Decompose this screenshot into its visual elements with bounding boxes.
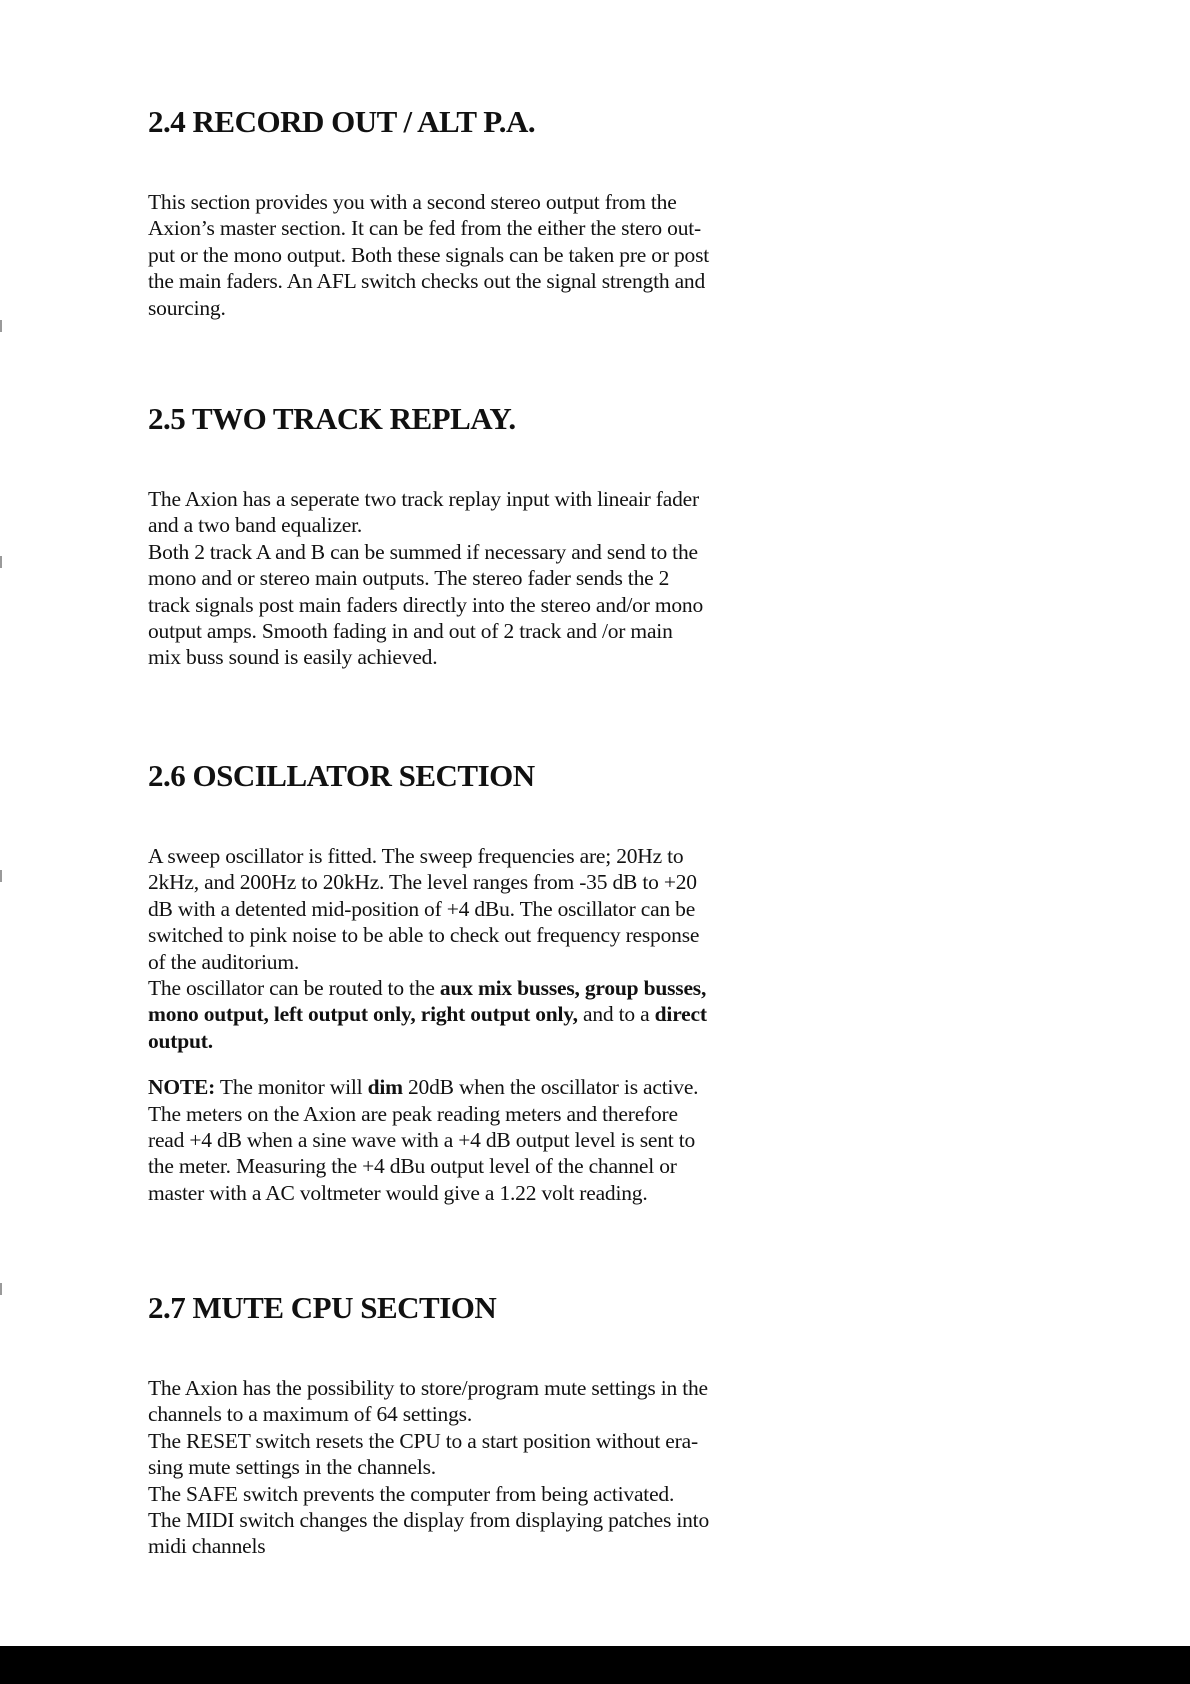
text-line — [148, 189, 798, 215]
text-line — [148, 1074, 798, 1100]
text-run: of the auditorium. — [148, 949, 300, 974]
text-line — [148, 843, 798, 869]
text-run: This section provides you with a second stereo output from the — [148, 190, 677, 214]
text-run: the main faders. An AFL switch checks out the signal strength and — [148, 269, 706, 294]
text-run: midi channels — [148, 1534, 266, 1559]
scan-edge-mark — [0, 320, 2, 332]
text-run: 2kHz, and 200Hz to 20kHz. The level ranges from -35 dB to +20 — [148, 870, 697, 895]
text-line — [148, 618, 798, 644]
text-run: The SAFE switch prevents the computer from being activated. — [148, 1481, 675, 1506]
section-heading-mute-cpu: 2.7 MUTE CPU SECTION — [148, 1290, 497, 1325]
section-body-oscillator — [148, 843, 798, 1206]
text-line — [148, 1153, 798, 1179]
text-run: sing mute settings in the channels. — [148, 1455, 436, 1480]
scan-edge-mark — [0, 556, 2, 568]
section-body-mute-cpu — [148, 1375, 798, 1560]
text-run: dB with a detented mid-position of +4 dBu. The oscillator can be — [148, 896, 696, 921]
text-run: The oscillator can be routed to the — [148, 976, 440, 1001]
text-line — [148, 1401, 798, 1427]
bold-text-run: output. — [148, 1028, 213, 1053]
text-run: 20dB when the oscillator is active. — [402, 1075, 699, 1100]
text-line — [148, 565, 798, 591]
text-run: output amps. Smooth fading in and out of 2 track and /or main — [148, 619, 673, 644]
text-line — [148, 242, 798, 268]
text-run: channels to a maximum of 64 settings. — [148, 1402, 473, 1427]
text-run: and to a — [577, 1002, 655, 1027]
text-line — [148, 949, 798, 975]
text-run: read +4 dB when a sine wave with a +4 dB output level is sent to — [148, 1128, 696, 1153]
text-line — [148, 512, 798, 538]
section-body-two-track-replay — [148, 486, 798, 671]
text-line — [148, 1101, 798, 1127]
section-heading-oscillator: 2.6 OSCILLATOR SECTION — [148, 758, 535, 793]
text-line — [148, 1507, 798, 1533]
text-run: track signals post main faders directly into the stereo and/or mono — [148, 592, 704, 617]
bold-text-run: mono output, left output only, right output only, — [148, 1002, 578, 1027]
text-run: switched to pink noise to be able to check out frequency response — [148, 923, 700, 948]
scan-edge-mark — [0, 870, 2, 882]
text-line — [148, 1481, 798, 1507]
text-line — [148, 1533, 798, 1559]
text-run: put or the mono output. Both these signals can be taken pre or post — [148, 242, 710, 267]
paragraph-gap — [148, 1054, 798, 1074]
text-line — [148, 975, 798, 1001]
text-run: The Axion has a seperate two track replay input with lineair fader — [148, 487, 699, 511]
text-run: the meter. Measuring the +4 dBu output level of the channel or — [148, 1154, 677, 1179]
section-heading-record-out: 2.4 RECORD OUT / ALT P.A. — [148, 104, 536, 139]
text-run: The MIDI switch changes the display from displaying patches into — [148, 1508, 710, 1533]
text-run: The RESET switch resets the CPU to a start position without era- — [148, 1428, 698, 1453]
text-line — [148, 1028, 798, 1054]
text-line — [148, 592, 798, 618]
section-body-record-out — [148, 189, 798, 321]
text-run: and a two band equalizer. — [148, 513, 363, 538]
text-run: Axion’s master section. It can be fed from the either the stero out- — [148, 216, 701, 241]
text-line — [148, 295, 798, 321]
text-run: The meters on the Axion are peak reading meters and therefore — [148, 1101, 678, 1126]
text-line — [148, 1001, 798, 1027]
text-run: The Axion has the possibility to store/program mute settings in the — [148, 1376, 708, 1400]
text-line — [148, 644, 798, 670]
bold-text-run: aux mix busses, group busses, — [439, 976, 707, 1001]
text-line — [148, 215, 798, 241]
bold-text-run: dim — [367, 1075, 403, 1100]
scan-edge-mark — [0, 1283, 2, 1295]
text-line — [148, 1428, 798, 1454]
text-line — [148, 1454, 798, 1480]
text-run: Both 2 track A and B can be summed if necessary and send to the — [148, 539, 698, 564]
bold-text-run: direct — [654, 1002, 707, 1027]
scan-bottom-band — [0, 1646, 1190, 1684]
text-run: mono and or stereo main outputs. The stereo fader sends the 2 — [148, 566, 670, 591]
text-line — [148, 896, 798, 922]
text-line — [148, 922, 798, 948]
text-line — [148, 1127, 798, 1153]
bold-text-run: NOTE: — [148, 1075, 216, 1100]
text-line — [148, 869, 798, 895]
text-run: master with a AC voltmeter would give a 1.22 volt reading. — [148, 1180, 648, 1205]
text-line — [148, 539, 798, 565]
text-line — [148, 1180, 798, 1206]
text-line — [148, 1375, 798, 1401]
section-heading-two-track-replay: 2.5 TWO TRACK REPLAY. — [148, 401, 516, 436]
text-run: mix buss sound is easily achieved. — [148, 645, 438, 670]
text-line — [148, 268, 798, 294]
text-line — [148, 486, 798, 512]
text-run: A sweep oscillator is fitted. The sweep frequencies are; 20Hz to — [148, 844, 684, 868]
text-run: sourcing. — [148, 295, 226, 320]
text-run: The monitor will — [215, 1075, 368, 1100]
